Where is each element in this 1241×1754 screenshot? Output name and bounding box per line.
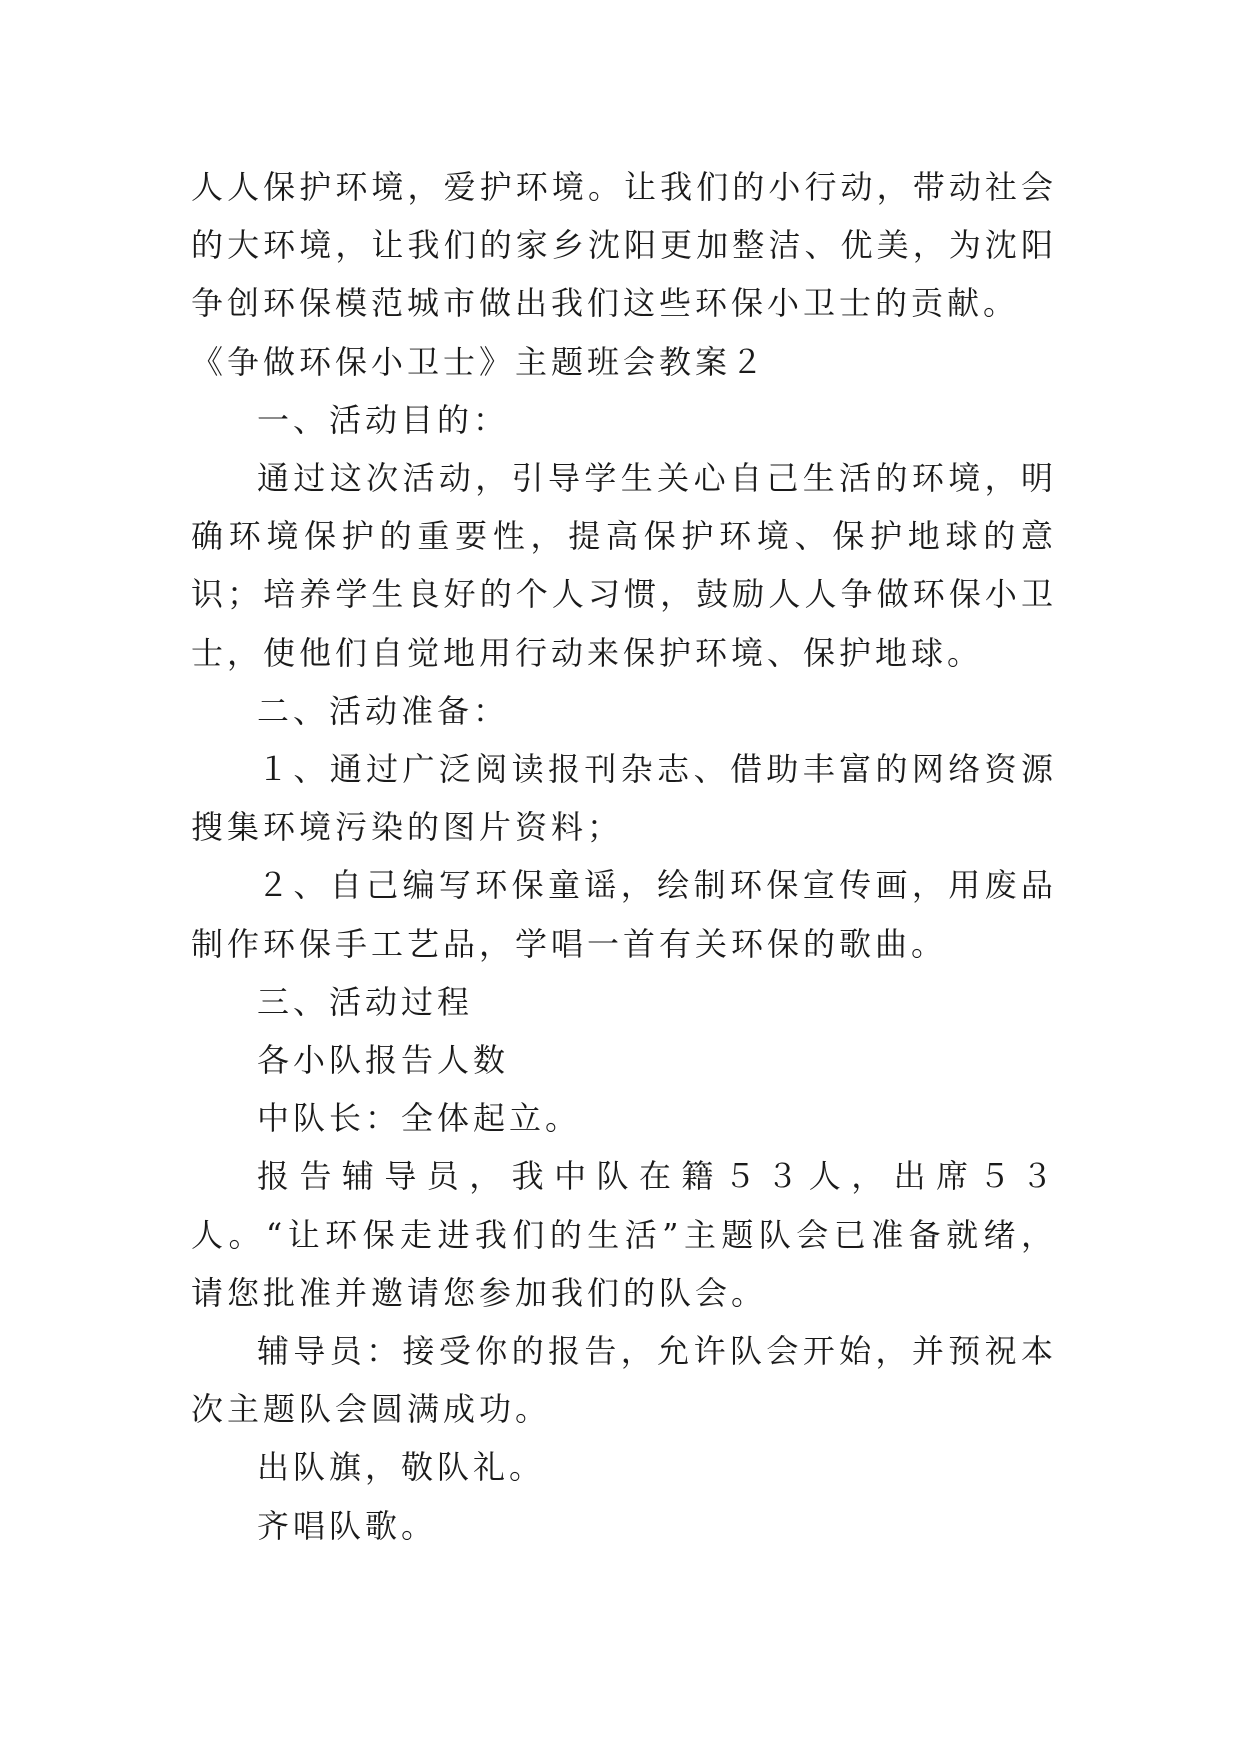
paragraph-report: 报告辅导员，我中队在籍５３人，出席５３人。“让环保走进我们的生活”主题队会已准备就绪，请您批准并邀请您参加我们的队会。 xyxy=(191,1157,1057,1312)
paragraph-song: 齐唱队歌。 xyxy=(257,1506,438,1545)
paragraph-flag: 出队旗，敬队礼。 xyxy=(257,1448,546,1487)
paragraph-purpose: 通过这次活动，引导学生关心自己生活的环境，明确环境保护的重要性，提高保护环境、保护地球的意识；培养学生良好的个人习惯，鼓励人人争做环保小卫士，使他们自觉地用行动来保护环境、保护地球。 xyxy=(191,459,1057,672)
document-body xyxy=(191,158,1057,1555)
paragraph-counselor: 辅导员：接受你的报告，允许队会开始，并预祝本次主题队会圆满成功。 xyxy=(191,1332,1057,1429)
paragraph-squad-leader: 中队长：全体起立。 xyxy=(257,1099,582,1138)
paragraph-preparation-1: １、通过广泛阅读报刊杂志、借助丰富的网络资源搜集环境污染的图片资料； xyxy=(191,750,1057,847)
section-heading-preparation: 二、活动准备： xyxy=(257,691,510,730)
paragraph-report-count: 各小队报告人数 xyxy=(257,1041,510,1080)
document-title: 《争做环保小卫士》主题班会教案２ xyxy=(191,342,768,381)
section-heading-purpose: 一、活动目的： xyxy=(257,400,510,439)
paragraph-preparation-2: ２、自己编写环保童谣，绘制环保宣传画，用废品制作环保手工艺品，学唱一首有关环保的歌曲。 xyxy=(191,866,1057,963)
section-heading-process: 三、活动过程 xyxy=(257,982,474,1021)
paragraph-continuation: 人人保护环境，爱护环境。让我们的小行动，带动社会的大环境，让我们的家乡沈阳更加整洁、优美，为沈阳争创环保模范城市做出我们这些环保小卫士的贡献。 xyxy=(191,168,1057,323)
